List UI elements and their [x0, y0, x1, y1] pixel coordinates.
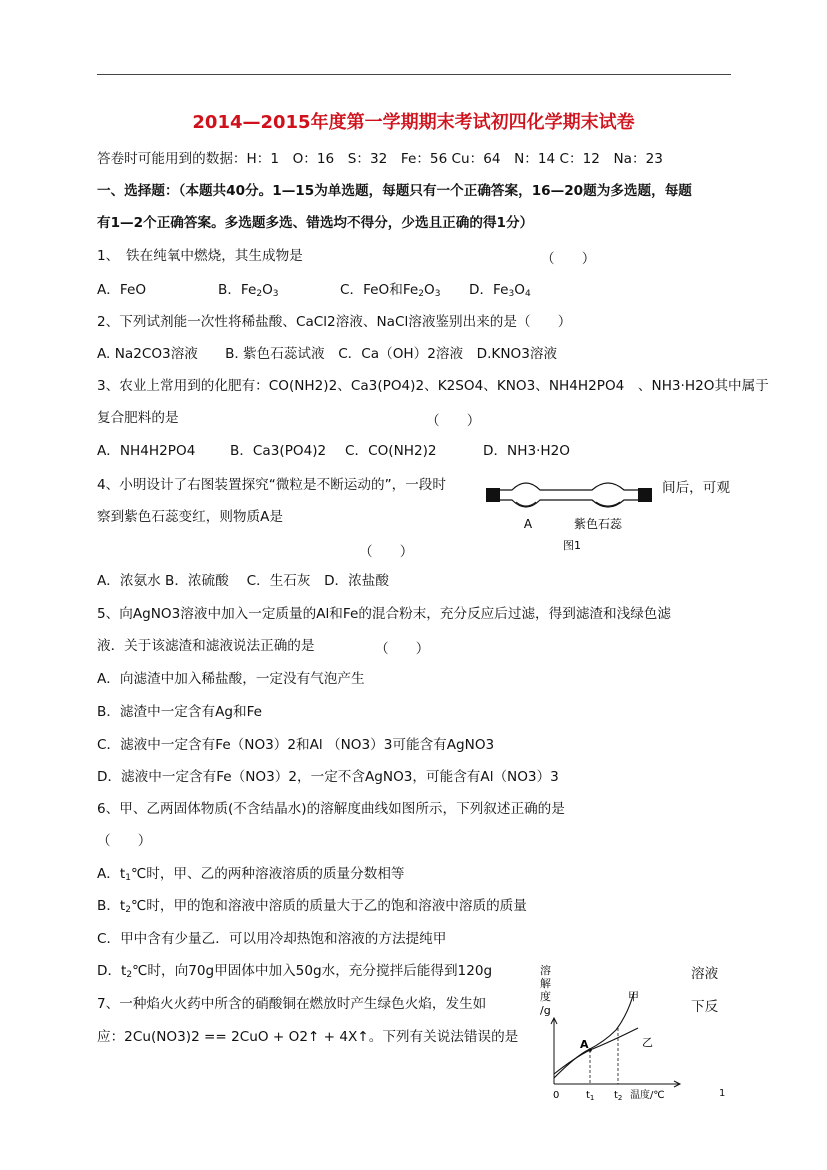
q3-blank: （ ）: [426, 413, 481, 429]
q5-blank: （ ）: [375, 641, 430, 657]
q3-option-a: A．NH4H2PO4: [97, 443, 196, 459]
q5-option-d: D．滤液中一定含有Fe（NO3）2，一定不含AgNO3，可能含有Al（NO3）3: [97, 769, 559, 785]
q7-stem-tail: 下反: [691, 999, 719, 1015]
page-title: 2014—2015年度第一学期期末考试初四化学期末试卷: [192, 112, 635, 133]
point-a-label: A: [580, 1038, 589, 1051]
q3-option-b: B．Ca3(PO4)2: [230, 443, 327, 459]
q3-stem: 3、农业上常用到的化肥有：CO(NH2)2、Ca3(PO4)2、K2SO4、KNO3、NH4H2PO4 、NH3·H2O其中属于: [97, 378, 769, 394]
fig-label-a: A: [523, 517, 533, 531]
right-stopper: [638, 488, 652, 502]
curve-yi-label: 乙: [642, 1036, 653, 1049]
q6-option-a: A．$t_1℃$时，甲、乙的两种溶液溶质的质量分数相等: [97, 866, 405, 883]
q1-option-b: B．$Fe_2O_3$: [218, 282, 279, 299]
q6-option-b: B．$t_2℃$时，甲的饱和溶液中溶质的质量大于乙的饱和溶液中溶质的质量: [97, 898, 527, 915]
q1-blank: （ ）: [541, 251, 596, 267]
q6-option-d-tail: 溶液: [691, 966, 719, 982]
q1-option-a: A．FeO: [97, 282, 147, 298]
q4-stem: 4、小明设计了右图装置探究“微粒是不断运动的”，一段时: [97, 477, 446, 493]
q5-stem-cont: 液．关于该滤渣和滤液说法正确的是: [97, 638, 315, 654]
q2-options: A. Na2CO3溶液 B. 紫色石蕊试液 C．Ca（OH）2溶液 D.KNO3溶液: [97, 346, 558, 362]
left-stopper: [486, 488, 500, 502]
apparatus-figure: [484, 474, 654, 556]
graph-ylabel-2: 解: [540, 977, 551, 990]
curve-yi: [554, 1028, 638, 1074]
q3-option-d: D．NH3·H2O: [483, 443, 570, 459]
q2-stem: 2、下列试剂能一次性将稀盐酸、CaCl2溶液、NaCl溶液鉴别出来的是（ ）: [97, 314, 572, 330]
q6-stem: 6、甲、乙两固体物质(不含结晶水)的溶解度曲线如图所示，下列叙述正确的是: [97, 801, 565, 817]
q5-option-a: A．向滤渣中加入稀盐酸，一定没有气泡产生: [97, 671, 365, 687]
q5-option-b: B．滤渣中一定含有Ag和Fe: [97, 704, 263, 720]
fig-caption: 图1: [563, 539, 581, 552]
tube-top: [500, 483, 638, 490]
graph-origin: 0: [553, 1090, 560, 1101]
q1-stem: 1、 铁在纯氧中燃烧，其生成物是: [97, 248, 303, 264]
q5-option-c: C．滤液中一定含有Fe（NO3）2和Al （NO3）3可能含有AgNO3: [97, 737, 495, 753]
graph-ylabel-4: /g: [540, 1004, 551, 1017]
q7-stem: 7、一种焰火火药中所含的硝酸铜在燃放时产生绿色火焰，发生如: [97, 996, 487, 1012]
fig-label-litmus: 紫色石蕊: [573, 517, 623, 531]
solubility-graph: [534, 962, 730, 1102]
q3-stem-cont: 复合肥料的是: [97, 410, 179, 426]
q1-option-c: C．FeO和$Fe_2O_3$: [340, 282, 441, 299]
top-rule: [97, 74, 731, 75]
q4-stem-tail: 间后，可观: [662, 480, 730, 496]
graph-ylabel-1: 溶: [540, 964, 551, 977]
q3-options: [97, 442, 570, 460]
atomic-masses: 答卷时可能用到的数据：H：1 O：16 S：32 Fe：56 Cu：64 N：14 C：12 Na：23: [97, 151, 663, 167]
q6-blank: （ ）: [97, 833, 152, 849]
q5-stem: 5、向AgNO3溶液中加入一定质量的Al和Fe的混合粉末，充分反应后过滤，得到滤渣和浅绿色滤: [97, 606, 671, 622]
section-heading: 一、选择题：（本题共40分。1—15为单选题，每题只有一个正确答案，16—20题为多选题，每题: [97, 183, 692, 199]
page-number: 1: [719, 1088, 726, 1099]
q1-options: [97, 281, 531, 299]
q6-option-c: C．甲中含有少量乙．可以用冷却热饱和溶液的方法提纯甲: [97, 931, 447, 947]
point-a: [588, 1048, 592, 1052]
section-heading-cont: 有1—2个正确答案。多选题多选、错选均不得分，少选且正确的得1分）: [97, 215, 534, 231]
graph-t1: $t_1$: [586, 1090, 595, 1102]
graph-t2: $t_2$: [614, 1090, 623, 1102]
q7-stem-cont: 应：2Cu(NO3)2 == 2CuO + O2↑ + 4X↑。下列有关说法错误的是: [97, 1029, 519, 1045]
q1-option-d: D．$Fe_3O_4$: [469, 282, 531, 299]
curve-jia-label: 甲: [628, 990, 639, 1003]
q4-options: A．浓氨水 B．浓硫酸 C．生石灰 D．浓盐酸: [97, 573, 389, 589]
graph-ylabel-3: 度: [540, 990, 551, 1003]
graph-xlabel: 温度/℃: [630, 1090, 665, 1101]
q4-blank: （ ）: [359, 544, 414, 560]
q4-stem-cont: 察到紫色石蕊变红，则物质A是: [97, 509, 284, 525]
q6-option-d: D．$t_2℃$时，向70g甲固体中加入50g水，充分搅拌后能得到120g: [97, 963, 493, 980]
q3-option-c: C．CO(NH2)2: [345, 443, 437, 459]
